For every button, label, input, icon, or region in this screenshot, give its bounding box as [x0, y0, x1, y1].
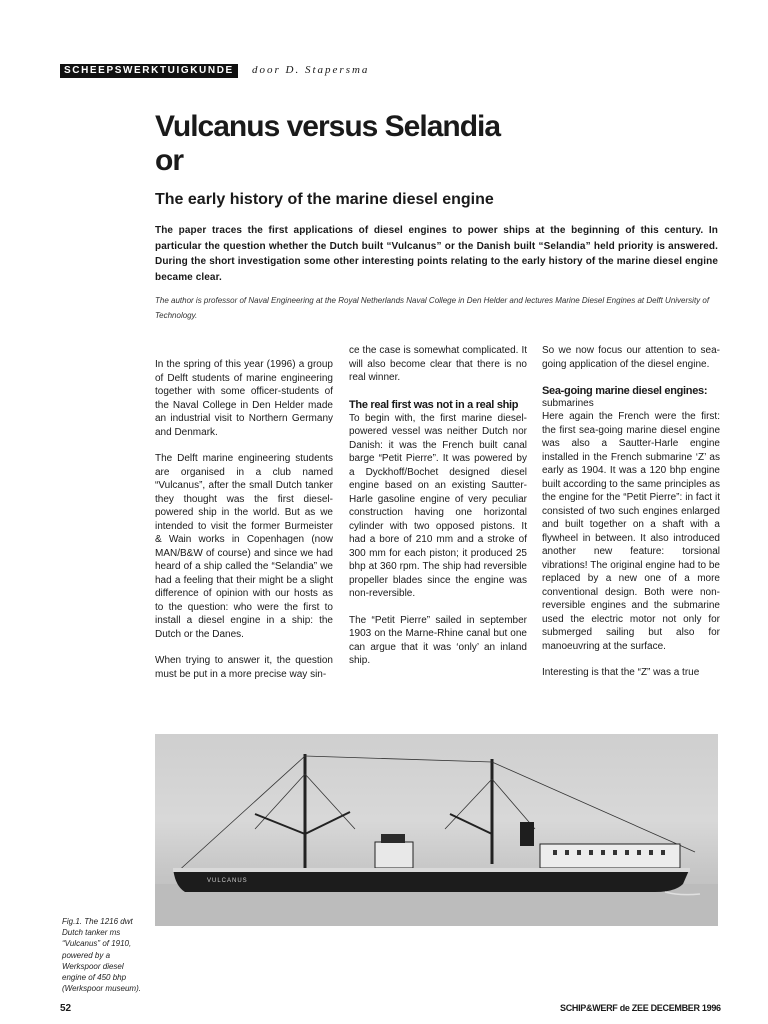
article-subtitle: The early history of the marine diesel engine [155, 191, 494, 208]
fore-boom [255, 814, 305, 834]
bridge [375, 842, 413, 868]
title-line-1: Vulcanus versus Selandia [155, 110, 501, 143]
ship-photo [155, 734, 718, 926]
text-column-1 [155, 358, 333, 694]
article-title [155, 110, 715, 178]
paragraph: When trying to answer it, the question must be put in a more precise way sin- [155, 655, 333, 680]
fore-boom [305, 812, 350, 834]
paragraph: The Delft marine engineering students are organised in a club named “Vulcanus”, after the small Dutch tanker they thought was the first diesel-powered ship in the world. But as we intended to visit the former Burmeister & Wain works in Copenhagen (now MAN/B&W of course) and since we had heard of a ship called the “Selandia” we had a feeling that their might be a slight difference of opinion with our hosts as to the question: who were the first to install a diesel engine in a ship: the Dutch or the Danes. [155, 453, 333, 640]
page-number: 52 [60, 1003, 72, 1014]
paragraph: ce the case is somewhat complicated. It will also become clear that there is no real winner. [349, 345, 527, 383]
paragraph: Interesting is that the “Z” was a true [542, 667, 700, 678]
section-heading: The real first was not in a real ship [349, 398, 519, 411]
byline: door D. Stapersma [252, 64, 370, 76]
paragraph: In the spring of this year (1996) a group of Delft students of marine engineering together with some officer-students of the Naval College in Den Helder made an industrial visit to Northern Germany and Denmark. [155, 359, 333, 438]
section-tag: SCHEEPSWERKTUIGKUNDE [60, 64, 238, 78]
paragraph: The “Petit Pierre” sailed in september 1903 on the Marne-Rhine canal but one can argue that it was ‘only’ an inland ship. [349, 614, 527, 666]
paragraph: Here again the French were the first: the first sea-going marine diesel engine was also a Sautter-Harle engine installed in the French submarine ‘Z’ as early as 1904. It was a 120 bhp engine built according to the same principles as the engine for the “Petit Pierre”: in fact it consisted of two such engines enlarged and built together on a shaft with a flywheel in between. It also introduced another new feature: torsional vibrations! The original engine had to be replaced by a new one of a more conventional design. Both were non-reversible engines and the submarine used the electric motor not only for submerged sailing but also for manoeuvring at the surface. [542, 411, 720, 652]
hull-name: VULCANUS [207, 878, 248, 884]
ship-illustration [155, 734, 718, 926]
text-column-3 [542, 344, 720, 693]
section-heading: Sea-going marine diesel engines: [542, 385, 708, 397]
wheelhouse [381, 834, 405, 843]
aft-deckhouse [540, 844, 680, 868]
sheer-stripe [173, 868, 690, 872]
figure-caption: Fig.1. The 1216 dwt Dutch tanker ms “Vulcanus” of 1910, powered by a Werkspoor diesel engine of 450 bhp (Werkspoor museum). [62, 917, 141, 994]
section-subheading: submarines [542, 398, 594, 409]
author-note: The author is professor of Naval Engineering at the Royal Netherlands Naval College in Den Helder and lectures Marine Diesel Engines at Delft University of Technology. [155, 296, 710, 320]
text-column-2 [349, 344, 527, 681]
paragraph: To begin with, the first marine diesel-powered vessel was neither Dutch nor Danish: it was the French built canal barge “Petit Pierre”. It was powered by a Dyckhoff/Bochet designed diesel engine based on an existing Sautter-Harle gasoline engine of very peculiar construction having one horizontal cylinder with two opposed pistons. It had a bore of 210 mm and a stroke of 300 mm for each piston; it produced 25 bhp at 360 rpm. The ship had reversible propeller blades since the engine was non-reversible. [349, 412, 527, 599]
paragraph: So we now focus our attention to sea-going application of the diesel engine. [542, 345, 720, 370]
publication-footer: SCHIP&WERF de ZEE DECEMBER 1996 [560, 1003, 721, 1013]
abstract: The paper traces the first applications of diesel engines to power ships at the beginning of this century. In particular the question whether the Dutch built “Vulcanus” or the Danish built “Selandia” held priority is answered. During the short investigation some other interesting points relating to the early history of the marine diesel engine became clear. [155, 225, 718, 283]
aft-boom [450, 814, 492, 834]
funnel [520, 822, 534, 846]
title-line-2: or [155, 144, 183, 177]
